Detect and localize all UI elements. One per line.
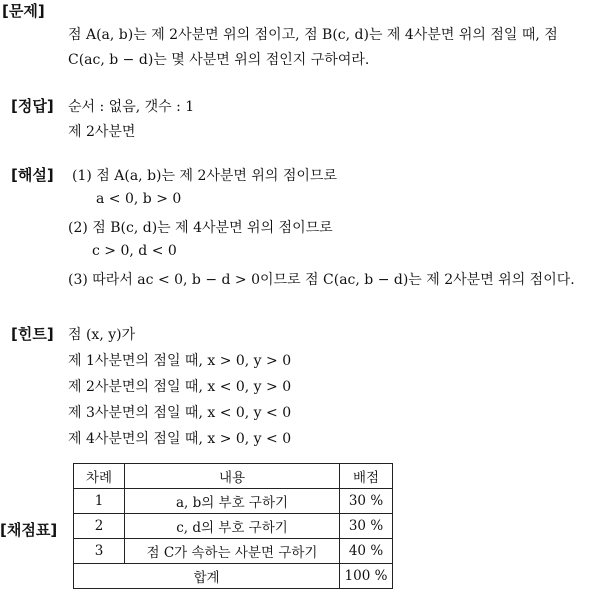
- solution-line-1: (1) 점 A(a, b)는 제 2사분면 위의 점이므로: [72, 168, 337, 184]
- total-label: 합계: [74, 564, 340, 589]
- answer-line-1: 순서 : 없음, 갯수 : 1: [68, 99, 195, 115]
- total-value: 100 %: [340, 564, 393, 589]
- table-row: [74, 539, 393, 564]
- row-1-content: a, b의 부호 구하기: [125, 489, 340, 514]
- solution-line-3: (2) 점 B(c, d)는 제 4사분면 위의 점이므로: [68, 220, 333, 236]
- hint-line-3: 제 2사분면의 점일 때, x < 0, y > 0: [68, 379, 292, 395]
- table-row: [74, 489, 393, 514]
- table-row: [74, 514, 393, 539]
- row-1-points: 30 %: [340, 489, 393, 514]
- problem-label: [문제]: [2, 2, 45, 20]
- header-points: 배점: [340, 464, 393, 489]
- hint-line-2: 제 1사분면의 점일 때, x > 0, y > 0: [68, 353, 292, 369]
- grading-label: [채점표]: [0, 521, 58, 539]
- row-2-content: c, d의 부호 구하기: [125, 514, 340, 539]
- solution-line-4: c > 0, d < 0: [92, 243, 177, 259]
- hint-line-4: 제 3사분면의 점일 때, x < 0, y < 0: [68, 405, 292, 421]
- solution-label: [해설]: [11, 166, 54, 184]
- row-3-order: 3: [74, 539, 125, 564]
- grading-table: [73, 463, 393, 589]
- row-2-points: 30 %: [340, 514, 393, 539]
- row-3-content: 점 C가 속하는 사분면 구하기: [125, 539, 340, 564]
- answer-line-2: 제 2사분면: [68, 124, 136, 140]
- table-total-row: [74, 564, 393, 589]
- header-content: 내용: [125, 464, 340, 489]
- problem-line-1: 점 A(a, b)는 제 2사분면 위의 점이고, 점 B(c, d)는 제 4사분면 위의 점일 때, 점: [68, 27, 558, 43]
- solution-line-5: (3) 따라서 ac < 0, b − d > 0이므로 점 C(ac, b − d)는 제 2사분면 위의 점이다.: [68, 272, 575, 288]
- row-1-order: 1: [74, 489, 125, 514]
- row-2-order: 2: [74, 514, 125, 539]
- problem-line-2: C(ac, b − d)는 몇 사분면 위의 점인지 구하여라.: [68, 52, 370, 68]
- row-3-points: 40 %: [340, 539, 393, 564]
- answer-label: [정답]: [11, 97, 54, 115]
- hint-line-5: 제 4사분면의 점일 때, x > 0, y < 0: [68, 431, 292, 447]
- table-header-row: [74, 464, 393, 489]
- hint-label: [힌트]: [11, 325, 54, 343]
- header-order: 차례: [74, 464, 125, 489]
- hint-line-1: 점 (x, y)가: [68, 327, 136, 343]
- solution-line-2: a < 0, b > 0: [96, 191, 182, 207]
